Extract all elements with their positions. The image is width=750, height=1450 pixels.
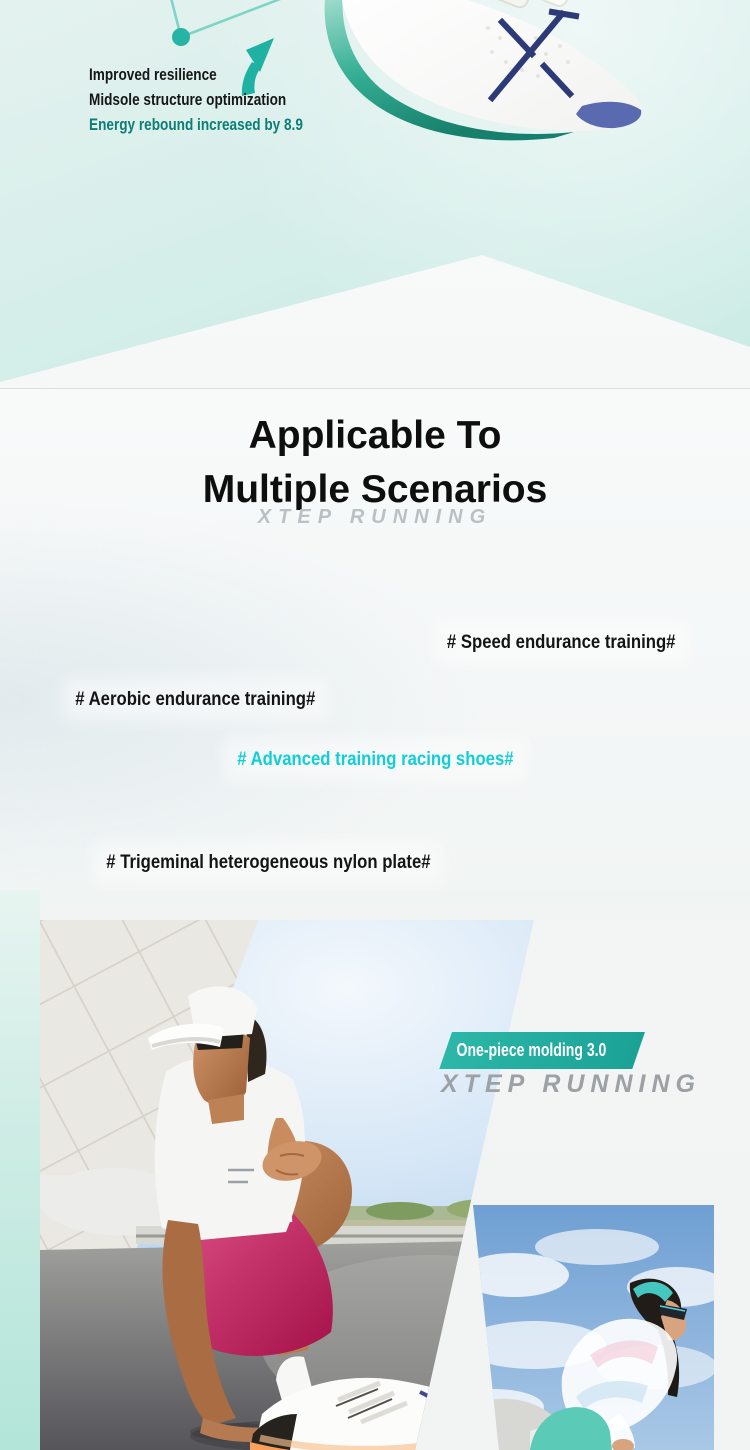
hashtag-speed-label: # Speed endurance training# bbox=[442, 630, 681, 655]
hashtag-advanced-label: # Advanced training racing shoes# bbox=[232, 747, 519, 772]
hashtag-advanced-training bbox=[232, 749, 519, 771]
annotation-line-3: Energy rebound increased by 8.9 bbox=[89, 115, 303, 134]
feature-badge bbox=[439, 1032, 645, 1069]
gallery-section bbox=[0, 890, 750, 1450]
page-title bbox=[0, 409, 750, 517]
runner-photo-left bbox=[40, 920, 534, 1450]
hashtag-aerobic-label: # Aerobic endurance training# bbox=[70, 687, 321, 712]
feature-brand-logo-text: XTEP RUNNING bbox=[441, 1070, 701, 1098]
feature-badge-label: One-piece molding 3.0 bbox=[456, 1040, 607, 1060]
product-shoe-image bbox=[316, 0, 656, 152]
brand-logo-text: XTEP RUNNING bbox=[257, 506, 493, 528]
page-title-line-2: Multiple Scenarios bbox=[202, 468, 548, 512]
scenarios-section bbox=[0, 388, 750, 891]
hashtag-speed-endurance bbox=[442, 632, 681, 654]
mint-accent-strip bbox=[0, 890, 40, 1450]
hashtag-trigeminal-plate bbox=[101, 852, 436, 874]
annotation-line-1: Improved resilience bbox=[89, 65, 217, 84]
hashtag-aerobic-endurance bbox=[70, 689, 321, 711]
page-title-line-1: Applicable To bbox=[248, 414, 502, 458]
annotation-line-2: Midsole structure optimization bbox=[89, 90, 287, 109]
runner-photo-right bbox=[472, 1205, 714, 1450]
hashtag-trigeminal-label: # Trigeminal heterogeneous nylon plate# bbox=[101, 850, 436, 875]
hero-section bbox=[0, 0, 750, 390]
